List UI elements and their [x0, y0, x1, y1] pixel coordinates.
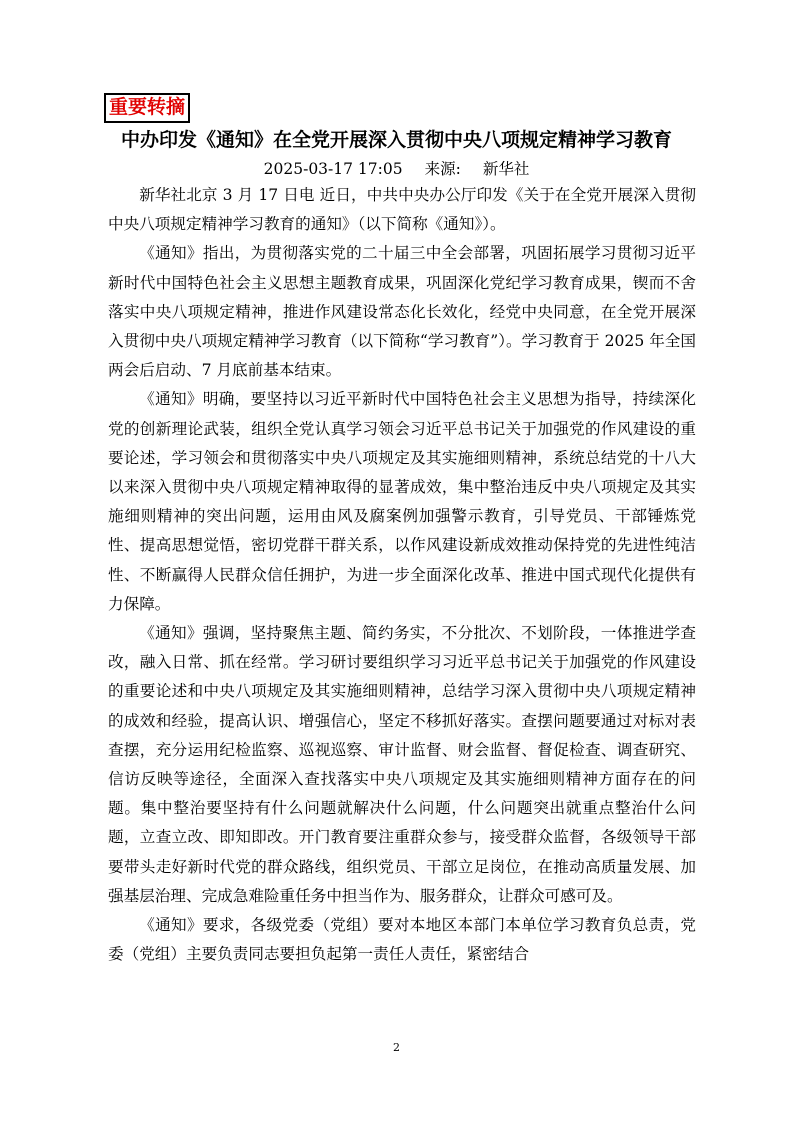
page-number: 2 [393, 1041, 400, 1054]
paragraph: 《通知》指出，为贯彻落实党的二十届三中全会部署，巩固拓展学习贯彻习近平新时代中国特色社会主义思想主题教育成果，巩固深化党纪学习教育成果，锲而不舍落实中央八项规定精神，推进作风建设常态化长效化，经党中央同意，在全党开展深入贯彻中央八项规定精神学习教育（以下简称“学习教育”）。学习教育于 2025 年全国两会后启动、7 月底前基本结束。 [108, 244, 696, 380]
paragraph: 《通知》强调，坚持聚焦主题、简约务实，不分批次、不划阶段，一体推进学查改，融入日常、抓在经常。学习研讨要组织学习习近平总书记关于加强党的作风建设的重要论述和中央八项规定及其实施细则精神，总结学习深入贯彻中央八项规定精神的成效和经验，提高认识、增强信心，坚定不移抓好落实。查摆问题要通过对标对表查摆，充分运用纪检监察、巡视巡察、审计监督、财会监督、督促检查、调查研究、信访反映等途径，全面深入查找落实中央八项规定及其实施细则精神方面存在的问题。集中整治要坚持有什么问题就解决什么问题，什么问题突出就重点整治什么问题，立查立改、即知即改。开门教育要注重群众参与，接受群众监督，各级领导干部要带头走好新时代党的群众路线，组织党员、干部立足岗位，在推动高质量发展、加强基层治理、完成急难险重任务中担当作为、服务群众，让群众可感可及。 [108, 624, 696, 905]
paragraph: 《通知》要求，各级党委（党组）要对本地区本部门本单位学习教育负总责，党委（党组）主要负责同志要担负起第一责任人责任，紧密结合 [108, 916, 696, 964]
paragraph: 新华社北京 3 月 17 日电 近日，中共中央办公厅印发《关于在全党开展深入贯彻中央八项规定精神学习教育的通知》（以下简称《通知》）。 [108, 186, 696, 234]
article-title: 中办印发《通知》在全党开展深入贯彻中央八项规定精神学习教育 [120, 129, 672, 151]
source-name: 新华社 [482, 160, 530, 178]
source-label: 来源: [424, 160, 461, 178]
article-meta [0, 157, 793, 181]
publish-datetime: 2025-03-17 17:05 [263, 160, 403, 178]
article-body [108, 181, 696, 969]
section-tag: 重要转摘 [104, 93, 190, 123]
paragraph: 《通知》明确，要坚持以习近平新时代中国特色社会主义思想为指导，持续深化党的创新理论武装，组织全党认真学习领会习近平总书记关于加强党的作风建设的重要论述，学习领会和贯彻落实中央八项规定及其实施细则精神，系统总结党的十八大以来深入贯彻中央八项规定精神取得的显著成效，集中整治违反中央八项规定及其实施细则精神的突出问题，运用由风及腐案例加强警示教育，引导党员、干部锤炼党性、提高思想觉悟，密切党群干群关系，以作风建设新成效推动保持党的先进性纯洁性、不断赢得人民群众信任拥护，为进一步全面深化改革、推进中国式现代化提供有力保障。 [108, 390, 696, 613]
